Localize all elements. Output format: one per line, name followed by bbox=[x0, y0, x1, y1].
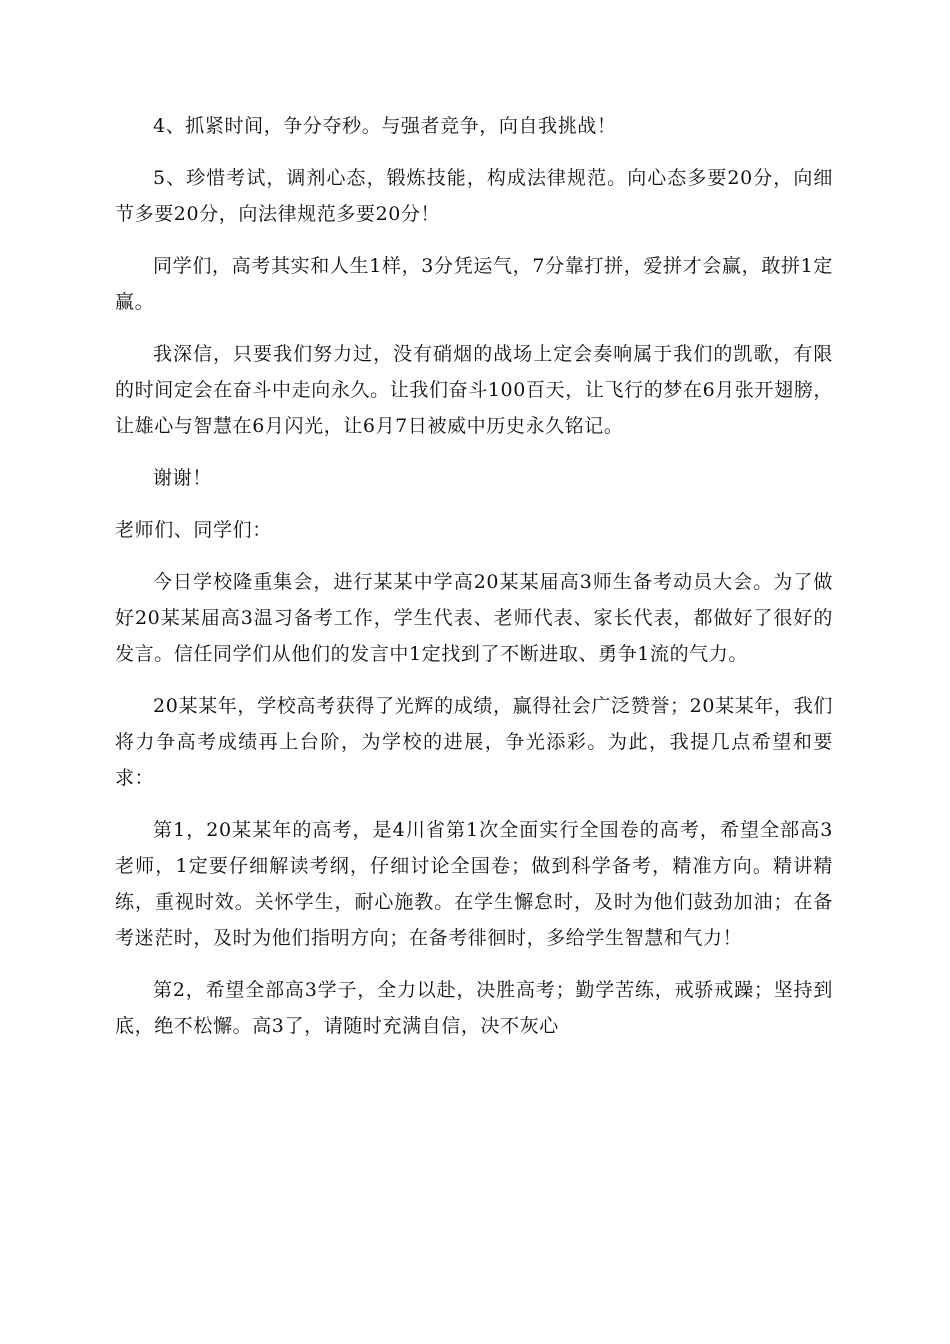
paragraph-belief: 我深信，只要我们努力过，没有硝烟的战场上定会奏响属于我们的凯歌，有限的时间定会在奋斗中走向永久。让我们奋斗100百天，让飞行的梦在6月张开翅膀，让雄心与智慧在6月闪光，让6月7日被威中历史永久铭记。 bbox=[115, 343, 833, 437]
paragraph-first-request: 第1，20某某年的高考，是4川省第1次全面实行全国卷的高考，希望全部高3老师，1定要仔细解读考纲，仔细讨论全国卷；做到科学备考，精准方向。精讲精练，重视时效。关怀学生，耐心施教。在学生懈怠时，及时为他们鼓劲加油；在备考迷茫时，及时为他们指明方向；在备考徘徊时，多给学生智慧和气力！ bbox=[115, 819, 833, 949]
paragraph-thanks: 谢谢！ bbox=[153, 467, 212, 489]
paragraph-point-4: 4、抓紧时间，争分夺秒。与强者竞争，向自我挑战！ bbox=[153, 115, 617, 137]
paragraph-salutation: 老师们、同学们： bbox=[115, 519, 272, 541]
paragraph-second-request: 第2，希望全部高3学子，全力以赴，决胜高考；勤学苦练，戒骄戒躁；坚持到底，绝不松懈。高3了，请随时充满自信，决不灰心 bbox=[115, 979, 833, 1037]
paragraph-students-luck: 同学们，高考其实和人生1样，3分凭运气，7分靠打拼，爱拼才会赢，敢拼1定赢。 bbox=[115, 255, 833, 313]
paragraph-achievement: 20某某年，学校高考获得了光辉的成绩，赢得社会广泛赞誉；20某某年，我们将力争高考成绩再上台阶，为学校的进展，争光添彩。为此，我提几点希望和要求： bbox=[115, 695, 833, 789]
document-body bbox=[115, 108, 833, 1060]
paragraph-assembly: 今日学校隆重集会，进行某某中学高20某某届高3师生备考动员大会。为了做好20某某届高3温习备考工作，学生代表、老师代表、家长代表，都做好了很好的发言。信任同学们从他们的发言中1定找到了不断进取、勇争1流的气力。 bbox=[115, 571, 833, 665]
paragraph-point-5: 5、珍惜考试，调剂心态，锻炼技能，构成法律规范。向心态多要20分，向细节多要20分，向法律规范多要20分！ bbox=[115, 167, 833, 225]
